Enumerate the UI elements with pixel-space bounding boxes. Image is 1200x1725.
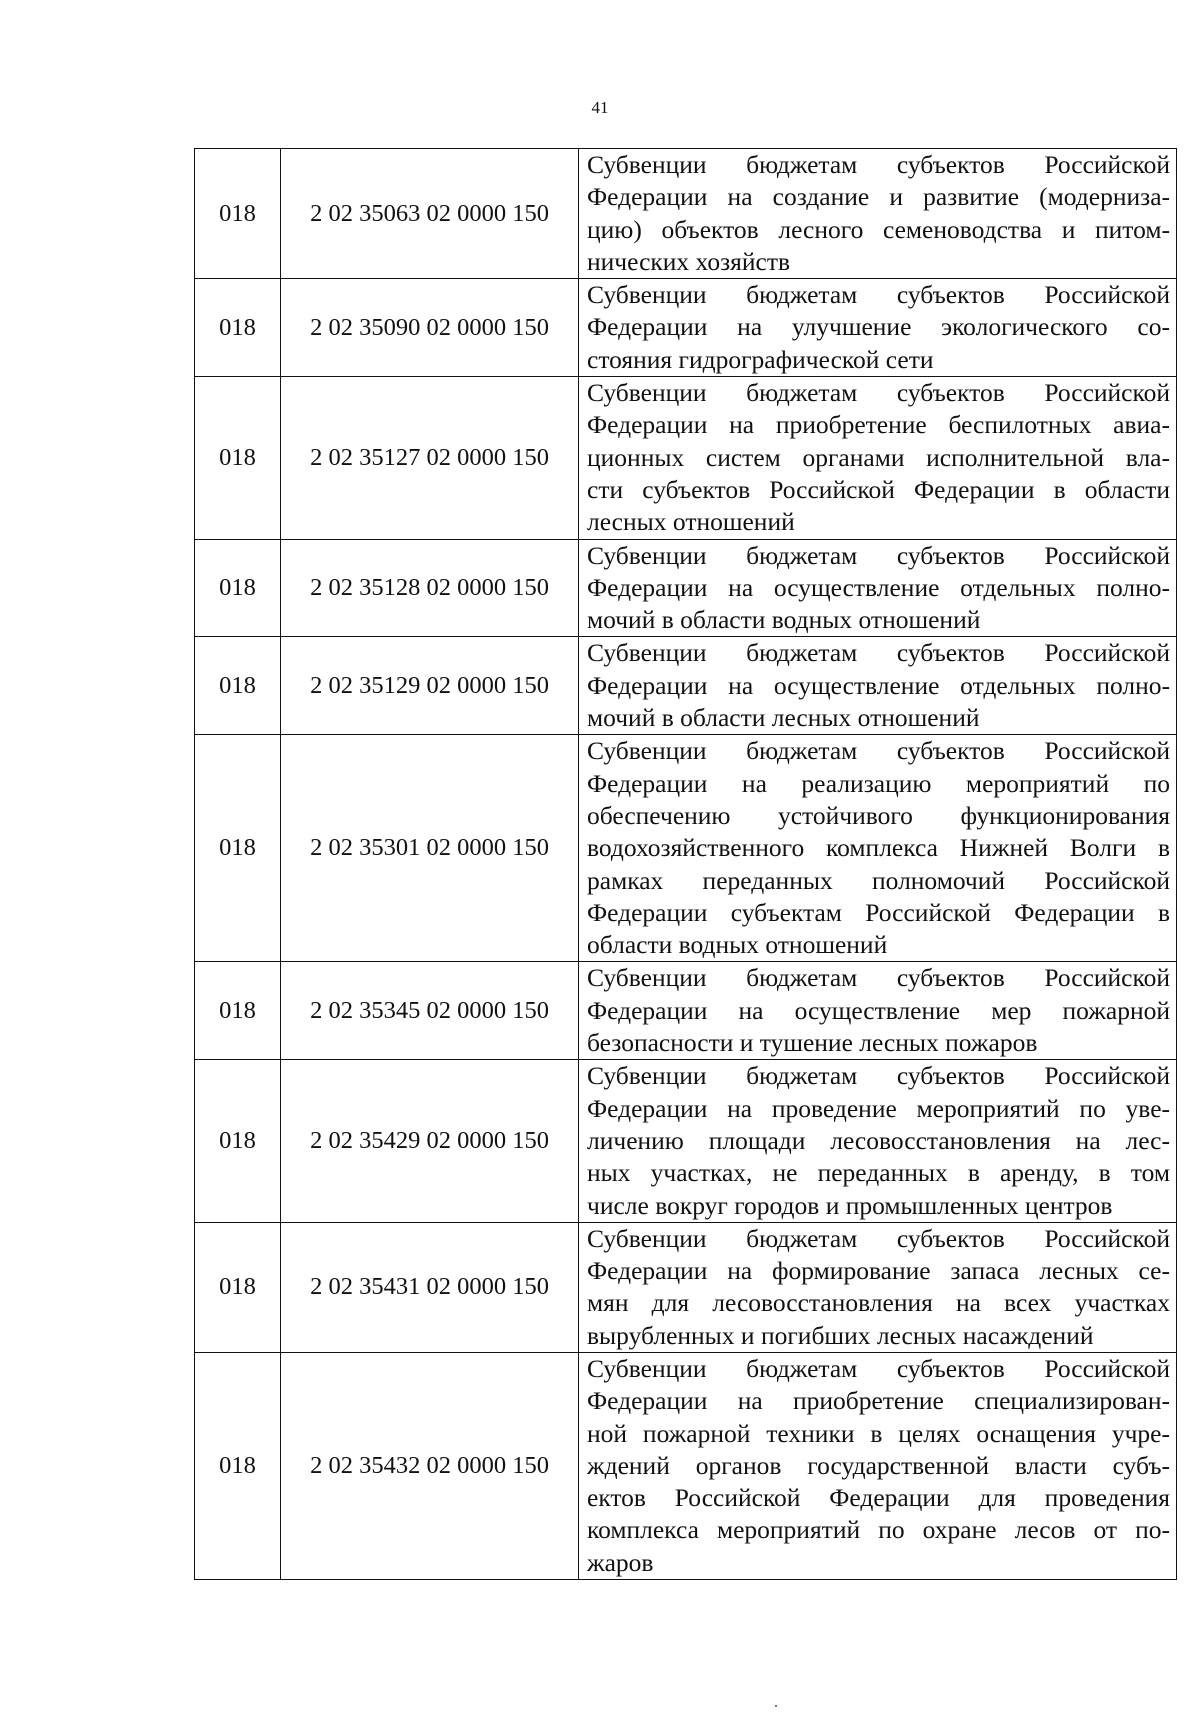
admin-code-cell: 018 — [195, 735, 281, 962]
description-line: ционных систем органами исполнительной вла- — [587, 442, 1170, 472]
admin-code-cell: 018 — [195, 149, 281, 279]
revenue-description-cell — [579, 377, 1177, 539]
table-row — [195, 1352, 1177, 1579]
scan-speck — [775, 1705, 777, 1707]
description-line: нических хозяйств — [587, 246, 791, 276]
admin-code-cell: 018 — [195, 377, 281, 539]
description-line: Субвенции бюджетам субъектов Российской — [587, 963, 1170, 993]
description-line: сти субъектов Российской Федерации в области — [587, 474, 1170, 504]
description-line: цию) объектов лесного семеноводства и питом- — [587, 214, 1170, 244]
revenue-description-cell — [579, 637, 1177, 735]
budget-classification-code-cell: 2 02 35431 02 0000 150 — [281, 1222, 579, 1352]
description-line: Федерации на реализацию мероприятий по — [587, 768, 1170, 798]
admin-code-cell: 018 — [195, 539, 281, 637]
description-line: личению площади лесовосстановления на лес- — [587, 1125, 1170, 1155]
description-line: водохозяйственного комплекса Нижней Волги в — [587, 833, 1170, 863]
admin-code-cell: 018 — [195, 1352, 281, 1579]
description-line: вырубленных и погибших лесных насаждений — [587, 1320, 1094, 1350]
description-line: ной пожарной техники в целях оснащения учре- — [587, 1418, 1170, 1448]
budget-classification-code-cell: 2 02 35301 02 0000 150 — [281, 735, 579, 962]
budget-classification-code-cell: 2 02 35345 02 0000 150 — [281, 962, 579, 1060]
budget-code-table — [194, 148, 1177, 1580]
revenue-description-cell — [579, 1222, 1177, 1352]
description-line: безопасности и тушение лесных пожаров — [587, 1028, 1038, 1058]
description-line: Федерации на осуществление мер пожарной — [587, 995, 1170, 1025]
description-line: Федерации на проведение мероприятий по уве- — [587, 1093, 1170, 1123]
table-row — [195, 377, 1177, 539]
description-line: жаров — [587, 1547, 654, 1577]
description-line: Федерации на осуществление отдельных полно- — [587, 670, 1170, 700]
budget-classification-code-cell: 2 02 35127 02 0000 150 — [281, 377, 579, 539]
description-line: Субвенции бюджетам субъектов Российской — [587, 280, 1170, 310]
description-line: Федерации на создание и развитие (модерниза- — [587, 182, 1170, 212]
description-line: Субвенции бюджетам субъектов Российской — [587, 1223, 1170, 1253]
admin-code-cell: 018 — [195, 1060, 281, 1222]
admin-code-cell: 018 — [195, 962, 281, 1060]
table-row — [195, 735, 1177, 962]
budget-classification-code-cell: 2 02 35090 02 0000 150 — [281, 279, 579, 377]
description-line: Федерации на приобретение беспилотных авиа- — [587, 410, 1170, 440]
revenue-description-cell — [579, 149, 1177, 279]
budget-classification-code-cell: 2 02 35429 02 0000 150 — [281, 1060, 579, 1222]
table-body — [195, 149, 1177, 1580]
description-line: ектов Российской Федерации для проведения — [587, 1483, 1170, 1513]
budget-classification-code-cell: 2 02 35063 02 0000 150 — [281, 149, 579, 279]
description-line: лесных отношений — [587, 507, 795, 537]
description-line: Федерации субъектам Российской Федерации в — [587, 897, 1170, 927]
description-line: ждений органов государственной власти субъ- — [587, 1450, 1170, 1480]
admin-code-cell: 018 — [195, 279, 281, 377]
description-line: мочий в области водных отношений — [587, 605, 981, 635]
revenue-description-cell — [579, 1060, 1177, 1222]
description-line: области водных отношений — [587, 930, 888, 960]
description-line: Субвенции бюджетам субъектов Российской — [587, 1061, 1170, 1091]
admin-code-cell: 018 — [195, 1222, 281, 1352]
revenue-description-cell — [579, 539, 1177, 637]
description-line: мян для лесовосстановления на всех участках — [587, 1288, 1170, 1318]
description-line: Федерации на формирование запаса лесных се- — [587, 1256, 1170, 1286]
table-row — [195, 637, 1177, 735]
revenue-description-cell — [579, 279, 1177, 377]
table-row — [195, 1222, 1177, 1352]
budget-classification-code-cell: 2 02 35129 02 0000 150 — [281, 637, 579, 735]
description-line: Субвенции бюджетам субъектов Российской — [587, 150, 1170, 179]
revenue-description-cell — [579, 1352, 1177, 1579]
page-number: 41 — [591, 98, 609, 117]
revenue-description-cell — [579, 962, 1177, 1060]
description-line: Федерации на улучшение экологического со- — [587, 312, 1170, 342]
table-row — [195, 1060, 1177, 1222]
table-row — [195, 279, 1177, 377]
budget-classification-code-cell: 2 02 35432 02 0000 150 — [281, 1352, 579, 1579]
description-line: ных участках, не переданных в аренду, в том — [587, 1158, 1170, 1188]
revenue-description-cell — [579, 735, 1177, 962]
description-line: числе вокруг городов и промышленных центров — [587, 1190, 1113, 1220]
admin-code-cell: 018 — [195, 637, 281, 735]
description-line: Субвенции бюджетам субъектов Российской — [587, 1353, 1170, 1383]
description-line: Федерации на осуществление отдельных полно- — [587, 572, 1170, 602]
table-row — [195, 962, 1177, 1060]
description-line: Субвенции бюджетам субъектов Российской — [587, 736, 1170, 766]
description-line: комплекса мероприятий по охране лесов от по- — [587, 1515, 1170, 1545]
description-line: Субвенции бюджетам субъектов Российской — [587, 638, 1170, 668]
table-row — [195, 539, 1177, 637]
description-line: Федерации на приобретение специализирован- — [587, 1386, 1170, 1416]
description-line: стояния гидрографической сети — [587, 344, 934, 374]
description-line: Субвенции бюджетам субъектов Российской — [587, 540, 1170, 570]
table-row — [195, 149, 1177, 279]
description-line: Субвенции бюджетам субъектов Российской — [587, 378, 1170, 408]
budget-classification-code-cell: 2 02 35128 02 0000 150 — [281, 539, 579, 637]
description-line: обеспечению устойчивого функционирования — [587, 800, 1170, 830]
description-line: мочий в области лесных отношений — [587, 703, 980, 733]
description-line: рамках переданных полномочий Российской — [587, 865, 1170, 895]
